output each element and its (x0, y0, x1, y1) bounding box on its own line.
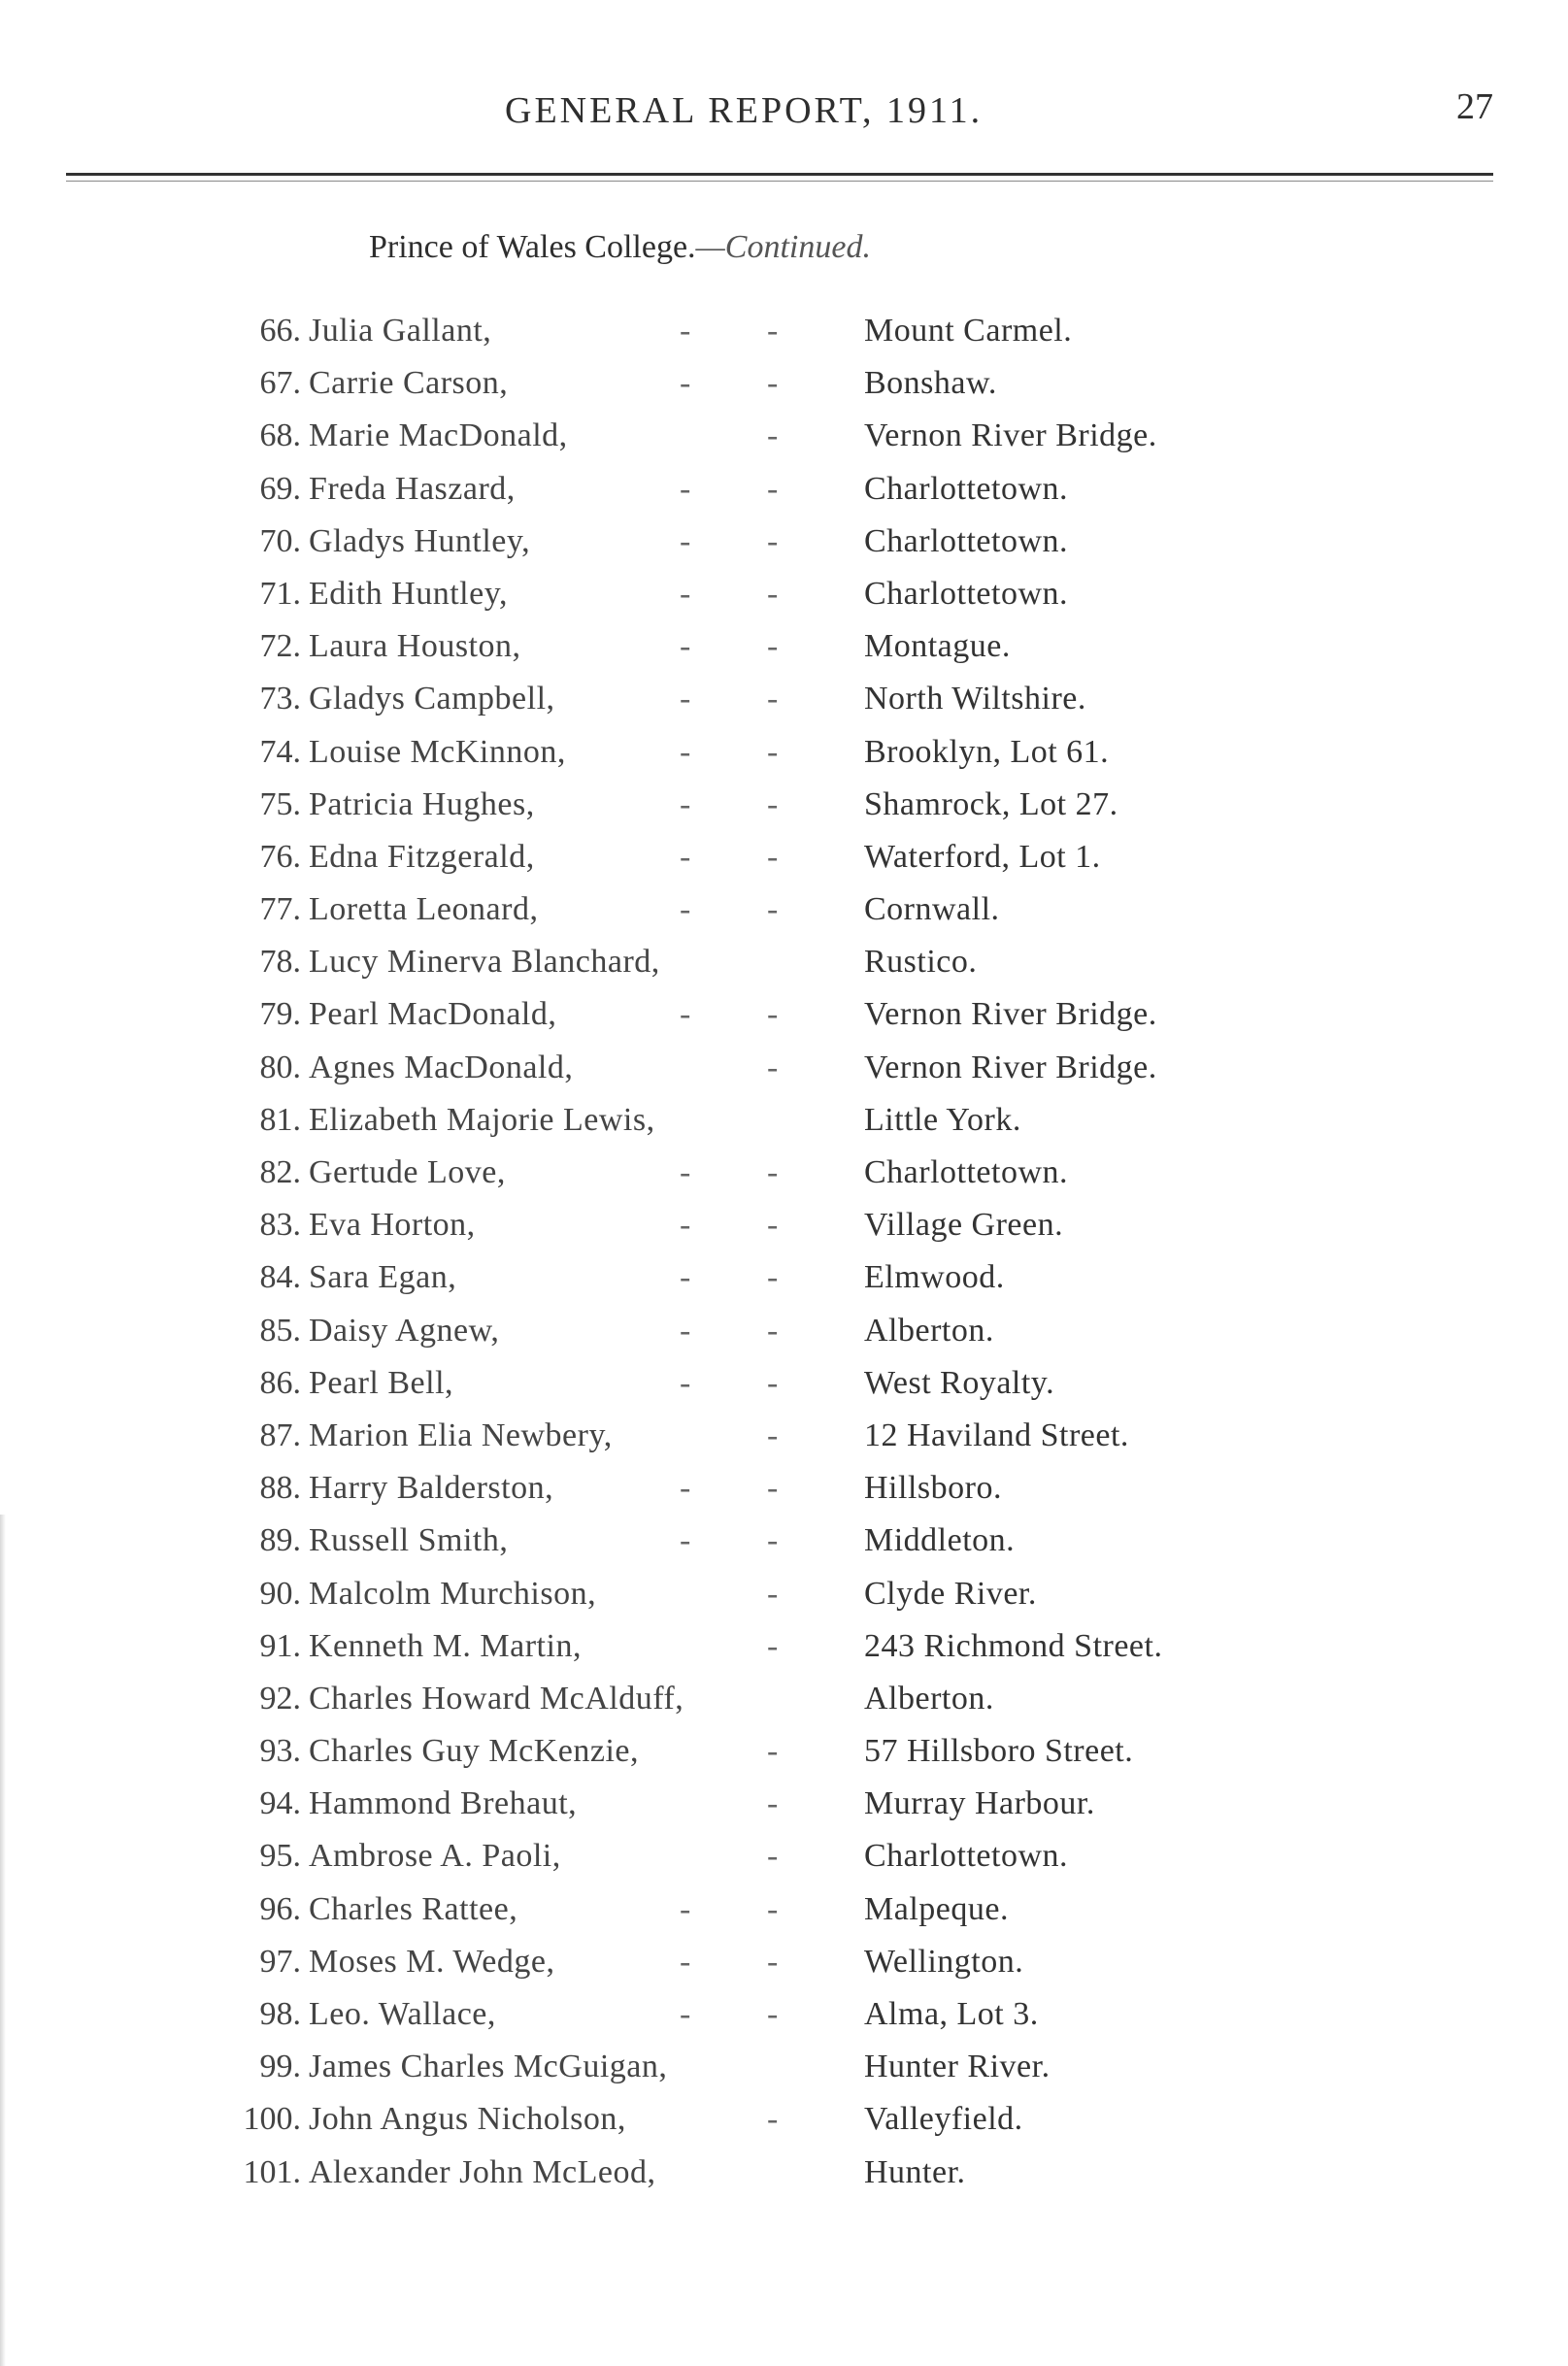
entry-dash: - (767, 1838, 779, 1875)
entry-number: 98. (259, 1996, 301, 2032)
entry-dash: - (767, 1416, 779, 1453)
entry-dash: - (767, 838, 779, 875)
entry-place: North Wiltshire. (864, 681, 1086, 717)
entry-place: Waterford, Lot 1. (864, 838, 1101, 875)
entry-name: Leo. Wallace, (309, 1996, 496, 2032)
entry-dash: - (767, 1943, 779, 1980)
entry-name: Pearl MacDonald, (309, 996, 557, 1033)
roster-entry (0, 1417, 1568, 1470)
entry-place: Alberton. (864, 1312, 994, 1349)
entry-dash: - (767, 891, 779, 928)
entry-place: Wellington. (864, 1943, 1024, 1980)
entry-place: Montague. (864, 628, 1011, 665)
roster-entry (0, 523, 1568, 576)
roster-entry (0, 1944, 1568, 1996)
entry-name: Ambrose A. Paoli, (309, 1838, 561, 1875)
roster-entry (0, 1259, 1568, 1312)
entry-name: Charles Howard McAlduff, (309, 1680, 684, 1716)
entry-dash: - (767, 575, 779, 612)
roster-entry (0, 1891, 1568, 1944)
entry-name: Edith Huntley, (309, 575, 508, 612)
roster-entry (0, 734, 1568, 786)
entry-name: Gladys Huntley, (309, 522, 531, 559)
entry-dash: - (767, 681, 779, 717)
entry-number: 80. (259, 1049, 301, 1085)
entry-place: Vernon River Bridge. (864, 417, 1157, 454)
entry-place: 12 Haviland Street. (864, 1416, 1129, 1453)
entry-name: Carrie Carson, (309, 365, 509, 402)
entry-name: Patricia Hughes, (309, 785, 535, 822)
entry-dash: - (680, 1522, 691, 1559)
entry-dash: - (767, 785, 779, 822)
entry-number: 84. (259, 1259, 301, 1296)
roster-entry (0, 786, 1568, 839)
entry-place: Cornwall. (864, 891, 1000, 928)
entry-dash: - (680, 313, 691, 349)
entry-name: John Angus Nicholson, (309, 2101, 626, 2138)
roster-entry (0, 1365, 1568, 1417)
entry-number: 70. (259, 522, 301, 559)
entry-dash: - (680, 733, 691, 770)
entry-dash: - (767, 1575, 779, 1612)
entry-name: Agnes MacDonald, (309, 1049, 574, 1085)
entry-place: Alberton. (864, 1680, 994, 1716)
entry-number: 87. (259, 1416, 301, 1453)
roster-entry (0, 1681, 1568, 1733)
entry-dash: - (680, 1207, 691, 1244)
entry-name: Sara Egan, (309, 1259, 457, 1296)
entry-number: 81. (259, 1101, 301, 1138)
entry-dash: - (767, 1470, 779, 1507)
roster-entry (0, 1733, 1568, 1785)
entry-dash: - (767, 1627, 779, 1664)
section-title (369, 229, 871, 266)
entry-place: Clyde River. (864, 1575, 1037, 1612)
roster-entry (0, 1628, 1568, 1681)
entry-place: Hillsboro. (864, 1470, 1002, 1507)
entry-place: Little York. (864, 1101, 1021, 1138)
entry-number: 82. (259, 1154, 301, 1190)
entry-number: 79. (259, 996, 301, 1033)
roster-entry (0, 944, 1568, 996)
roster-entry (0, 1313, 1568, 1365)
roster-entry (0, 417, 1568, 470)
entry-name: Lucy Minerva Blanchard, (309, 944, 660, 981)
entry-number: 99. (259, 2049, 301, 2085)
entry-place: Valleyfield. (864, 2101, 1023, 2138)
roster-entry (0, 313, 1568, 365)
roster-entry (0, 1785, 1568, 1838)
entry-place: Hunter. (864, 2153, 966, 2190)
roster-entry (0, 839, 1568, 891)
entry-number: 96. (259, 1890, 301, 1927)
entry-name: Pearl Bell, (309, 1364, 454, 1401)
page-header (0, 82, 1568, 140)
roster-entry (0, 365, 1568, 417)
entry-dash: - (767, 522, 779, 559)
roster-entry (0, 628, 1568, 681)
entry-number: 101. (243, 2153, 301, 2190)
entry-dash: - (680, 575, 691, 612)
entry-dash: - (767, 628, 779, 665)
entry-dash: - (680, 838, 691, 875)
roster-entry (0, 1470, 1568, 1522)
entry-name: Moses M. Wedge, (309, 1943, 555, 1980)
entry-dash: - (680, 1154, 691, 1190)
entry-place: Malpeque. (864, 1890, 1009, 1927)
entry-number: 95. (259, 1838, 301, 1875)
entry-name: James Charles McGuigan, (309, 2049, 668, 2085)
entry-name: Gertude Love, (309, 1154, 506, 1190)
entry-dash: - (680, 1312, 691, 1349)
entry-number: 77. (259, 891, 301, 928)
entry-place: Murray Harbour. (864, 1785, 1095, 1822)
roster-entry (0, 2154, 1568, 2207)
entry-dash: - (680, 1996, 691, 2032)
entry-dash: - (767, 1312, 779, 1349)
entry-place: Vernon River Bridge. (864, 996, 1157, 1033)
entry-number: 75. (259, 785, 301, 822)
roster-entry (0, 1996, 1568, 2049)
entry-name: Marie MacDonald, (309, 417, 568, 454)
roster-entry (0, 1838, 1568, 1890)
entry-name: Loretta Leonard, (309, 891, 539, 928)
entry-dash: - (680, 1259, 691, 1296)
entry-dash: - (767, 365, 779, 402)
entry-place: Brooklyn, Lot 61. (864, 733, 1110, 770)
entry-number: 97. (259, 1943, 301, 1980)
entry-place: Alma, Lot 3. (864, 1996, 1039, 2032)
entry-place: Rustico. (864, 944, 978, 981)
entry-name: Russell Smith, (309, 1522, 509, 1559)
entry-dash: - (680, 1890, 691, 1927)
entry-place: Bonshaw. (864, 365, 997, 402)
entry-number: 94. (259, 1785, 301, 1822)
entry-dash: - (680, 681, 691, 717)
entry-name: Elizabeth Majorie Lewis, (309, 1101, 655, 1138)
entry-number: 76. (259, 838, 301, 875)
entry-place: Charlottetown. (864, 1154, 1069, 1190)
entry-dash: - (680, 1943, 691, 1980)
entry-dash: - (767, 733, 779, 770)
entry-number: 91. (259, 1627, 301, 1664)
entry-name: Julia Gallant, (309, 313, 492, 349)
roster-entry (0, 681, 1568, 733)
roster-entry (0, 1050, 1568, 1102)
entry-number: 69. (259, 470, 301, 507)
entry-name: Laura Houston, (309, 628, 521, 665)
roster-entry (0, 1522, 1568, 1575)
entry-number: 68. (259, 417, 301, 454)
entry-number: 88. (259, 1470, 301, 1507)
entry-dash: - (767, 1996, 779, 2032)
entry-dash: - (680, 470, 691, 507)
entry-place: Charlottetown. (864, 1838, 1069, 1875)
entry-number: 92. (259, 1680, 301, 1716)
entry-dash: - (680, 365, 691, 402)
entry-place: 57 Hillsboro Street. (864, 1733, 1134, 1770)
entry-dash: - (680, 891, 691, 928)
entry-place: Charlottetown. (864, 575, 1069, 612)
scan-margin-shadow (0, 1515, 6, 2366)
entry-number: 73. (259, 681, 301, 717)
entry-name: Daisy Agnew, (309, 1312, 500, 1349)
entry-dash: - (680, 996, 691, 1033)
entry-number: 85. (259, 1312, 301, 1349)
entry-dash: - (680, 628, 691, 665)
roster-entry (0, 2049, 1568, 2101)
entry-name: Freda Haszard, (309, 470, 516, 507)
entry-name: Kenneth M. Martin, (309, 1627, 582, 1664)
entry-place: Charlottetown. (864, 522, 1069, 559)
entry-place: Vernon River Bridge. (864, 1049, 1157, 1085)
entry-number: 74. (259, 733, 301, 770)
entry-name: Gladys Campbell, (309, 681, 555, 717)
entry-dash: - (767, 996, 779, 1033)
entry-number: 72. (259, 628, 301, 665)
entry-dash: - (680, 785, 691, 822)
entry-place: Elmwood. (864, 1259, 1005, 1296)
entry-name: Eva Horton, (309, 1207, 476, 1244)
entry-number: 71. (259, 575, 301, 612)
entry-dash: - (767, 1049, 779, 1085)
entry-place: Shamrock, Lot 27. (864, 785, 1118, 822)
entry-name: Charles Guy McKenzie, (309, 1733, 640, 1770)
roster-entry (0, 1154, 1568, 1207)
header-rule-thin (66, 181, 1493, 182)
section-title-text: Prince of Wales College. (369, 229, 696, 265)
entry-number: 86. (259, 1364, 301, 1401)
entry-dash: - (767, 1890, 779, 1927)
entry-name: Hammond Brehaut, (309, 1785, 578, 1822)
entry-name: Charles Rattee, (309, 1890, 518, 1927)
entry-number: 89. (259, 1522, 301, 1559)
entry-dash: - (680, 1470, 691, 1507)
entry-place: Hunter River. (864, 2049, 1051, 2085)
entry-name: Edna Fitzgerald, (309, 838, 535, 875)
roster-entry (0, 2101, 1568, 2153)
entry-number: 83. (259, 1207, 301, 1244)
roster-entry (0, 1207, 1568, 1259)
header-rule (66, 173, 1493, 176)
entry-number: 90. (259, 1575, 301, 1612)
entry-number: 100. (243, 2101, 301, 2138)
entry-name: Malcolm Murchison, (309, 1575, 597, 1612)
entry-dash: - (680, 522, 691, 559)
entry-dash: - (767, 1207, 779, 1244)
entry-dash: - (767, 417, 779, 454)
running-title: GENERAL REPORT, 1911. (505, 90, 984, 131)
roster-entry (0, 471, 1568, 523)
roster-entry (0, 891, 1568, 944)
entry-dash: - (767, 1522, 779, 1559)
entry-dash: - (767, 1364, 779, 1401)
entry-name: Alexander John McLeod, (309, 2153, 656, 2190)
entry-place: West Royalty. (864, 1364, 1055, 1401)
entry-place: Mount Carmel. (864, 313, 1073, 349)
entry-number: 93. (259, 1733, 301, 1770)
entry-place: Middleton. (864, 1522, 1016, 1559)
entry-name: Marion Elia Newbery, (309, 1416, 613, 1453)
entry-dash: - (767, 1259, 779, 1296)
entry-place: 243 Richmond Street. (864, 1627, 1163, 1664)
entry-dash: - (767, 2101, 779, 2138)
entry-place: Village Green. (864, 1207, 1064, 1244)
roster-entry (0, 1576, 1568, 1628)
entry-dash: - (680, 1364, 691, 1401)
roster-entry (0, 576, 1568, 628)
entry-dash: - (767, 470, 779, 507)
entry-name: Louise McKinnon, (309, 733, 566, 770)
entry-number: 78. (259, 944, 301, 981)
entry-dash: - (767, 313, 779, 349)
entry-name: Harry Balderston, (309, 1470, 554, 1507)
entry-number: 67. (259, 365, 301, 402)
page-number: 27 (1456, 86, 1493, 127)
entry-number: 66. (259, 313, 301, 349)
entry-dash: - (767, 1154, 779, 1190)
entry-place: Charlottetown. (864, 470, 1069, 507)
roster-entry (0, 1102, 1568, 1154)
section-continued: —Continued. (695, 229, 871, 265)
entry-dash: - (767, 1733, 779, 1770)
roster-entry (0, 996, 1568, 1049)
entry-dash: - (767, 1785, 779, 1822)
roster-list (0, 313, 1568, 2207)
